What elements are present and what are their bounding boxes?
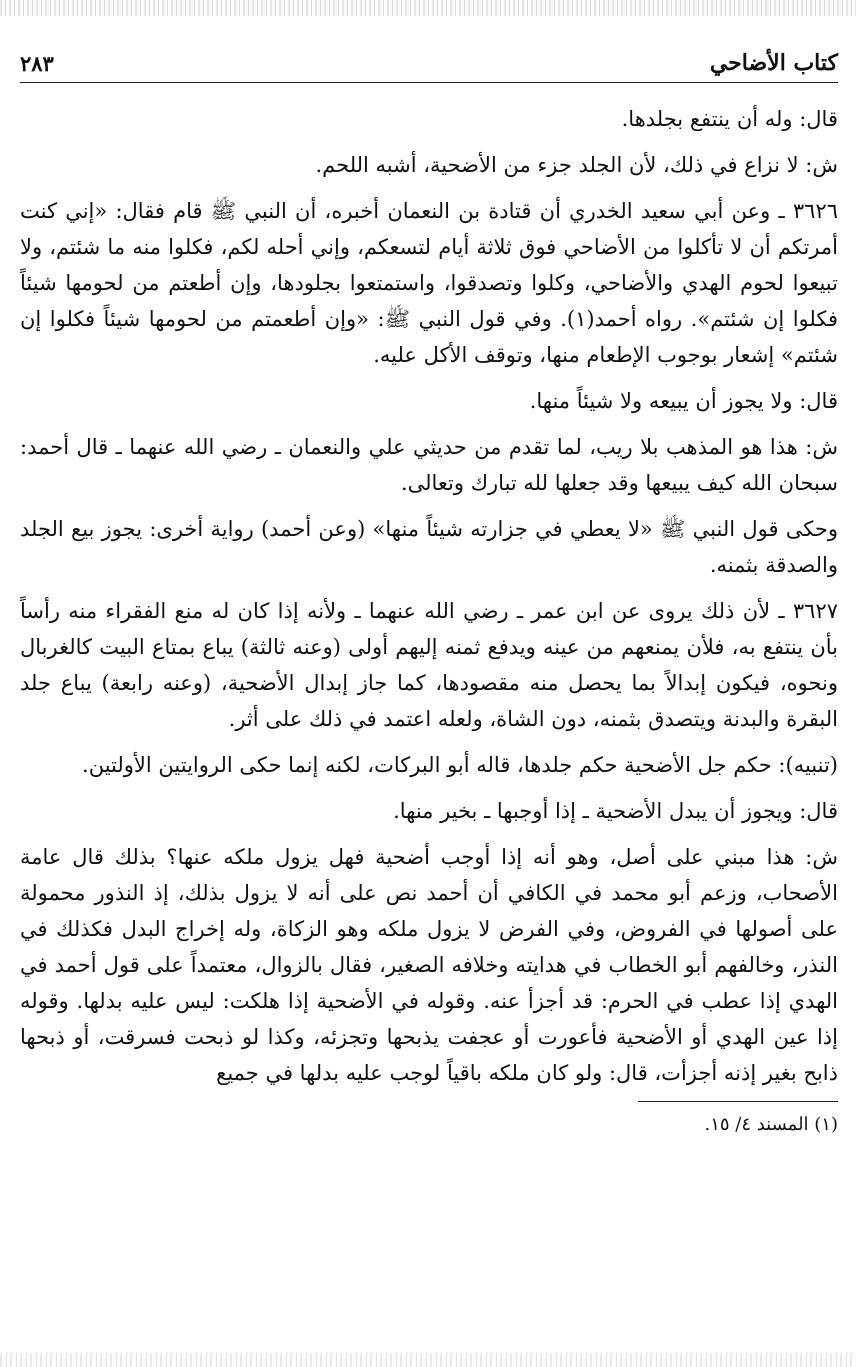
- book-title: كتاب الأضاحي: [709, 50, 838, 76]
- footnote: (١) المسند ٤/ ١٥.: [704, 1114, 838, 1135]
- page-header: [20, 40, 838, 83]
- paragraph: ش: لا نزاع في ذلك، لأن الجلد جزء من الأضحية، أشبه اللحم.: [315, 153, 838, 177]
- book-page: [20, 40, 838, 1347]
- paragraph: ش: هذا مبني على أصل، وهو أنه إذا أوجب أضحية فهل يزول ملكه عنها؟ بذلك قال عامة الأصحاب، وزعم أبو محمد في الكافي أن أحمد نص على أنه لا يزول بذلك، إذ النذور محمولة على أصولها في الفروض، وفي الفرض لا يزول ملكه وهو الزكاة، وله إخراج البدل فكذلك في النذر، وخالفهم أبو الخطاب في هدايته وخلافه الصغير، فقال بالزوال، معتمداً على قول أحمد في الهدي إذا عطب في الحرم: قد أجزأ عنه. وقوله في الأضحية إذا هلكت: ليس عليه بدلها. وقوله إذا عين الهدي أو الأضحية فأعورت أو عجفت يذبحها وتجزئه، وكذا لو ذبحت فسرقت، أو ذبحها ذابح بغير إذنه أجزأت، قال: ولو كان ملكه باقياً لوجب عليه بدلها في جميع: [20, 845, 838, 1085]
- footnote-divider: [638, 1101, 838, 1102]
- scan-edge-top: [0, 0, 856, 16]
- page-number: ٢٨٣: [20, 51, 54, 76]
- scan-edge-bottom: [0, 1353, 856, 1367]
- paragraph: قال: ولا يجوز أن يبيعه ولا شيئاً منها.: [529, 389, 838, 413]
- paragraph: (تنبيه): حكم جل الأضحية حكم جلدها، قاله أبو البركات، لكنه إنما حكى الروايتين الأولتين.: [82, 753, 838, 777]
- paragraph: وحكى قول النبي ﷺ «لا يعطي في جزارته شيئاً منها» (وعن أحمد) رواية أخرى: يجوز بيع الجلد والصدقة بثمنه.: [20, 517, 838, 577]
- paragraph: قال: وله أن ينتفع بجلدها.: [621, 107, 838, 131]
- paragraph: ش: هذا هو المذهب بلا ريب، لما تقدم من حديثي علي والنعمان ـ رضي الله عنهما ـ قال أحمد: سبحان الله كيف يبيعها وقد جعلها لله تبارك وتعالى.: [20, 435, 838, 495]
- paragraph: قال: ويجوز أن يبدل الأضحية ـ إذا أوجبها ـ بخير منها.: [393, 799, 838, 823]
- paragraph: ٣٦٢٦ ـ وعن أبي سعيد الخدري أن قتادة بن النعمان أخبره، أن النبي ﷺ قام فقال: «إني كنت أمرتكم أن لا تأكلوا من الأضاحي فوق ثلاثة أيام لتسعكم، وإني أحله لكم، فكلوا منه ما شئتم، ولا تبيعوا لحوم الهدي والأضاحي، وكلوا وتصدقوا، واستمتعوا بجلودها، وإن أطعتم من لحومها شيئاً فكلوا إن شئتم». رواه أحمد(١). وفي قول النبي ﷺ: «وإن أطعمتم من لحومها شيئاً فكلوا إن شئتم» إشعار بوجوب الإطعام منها، وتوقف الأكل عليه.: [20, 199, 838, 367]
- body-text: [20, 101, 838, 1091]
- paragraph: ٣٦٢٧ ـ لأن ذلك يروى عن ابن عمر ـ رضي الله عنهما ـ ولأنه إذا كان له منع الفقراء منه رأساً بأن ينتفع به، فلأن يمنعهم من عينه ويدفع ثمنه إليهم أولى (وعنه ثالثة) يباع بمتاع البيت كالغربال ونحوه، فيكون إبدالاً بما يحصل منه مقصودها، كما جاز إبدال الأضحية، (وعنه رابعة) يباع جلد البقرة والبدنة ويتصدق بثمنه، دون الشاة، ولعله اعتمد في ذلك على أثر.: [20, 599, 838, 731]
